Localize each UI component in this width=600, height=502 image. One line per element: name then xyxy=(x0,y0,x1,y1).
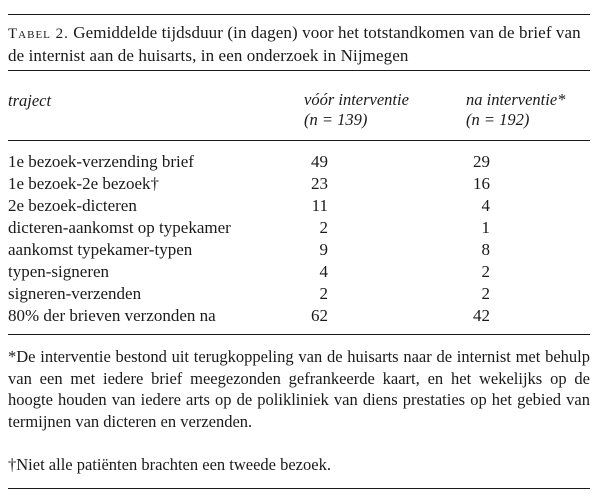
header-bottom-rule xyxy=(8,140,590,141)
row-voor-value: 2 xyxy=(319,284,328,303)
table-bottom-rule xyxy=(8,334,590,335)
row-traject: 1e bezoek-verzending brief xyxy=(8,152,194,171)
table-label: Tabel 2. xyxy=(8,26,69,42)
header-traject: traject xyxy=(8,91,52,110)
footnote-second-visit: †Niet alle patiënten brachten een tweede bezoek. xyxy=(8,455,331,474)
row-traject: dicteren-aankomst op typekamer xyxy=(8,218,231,237)
row-na-value: 16 xyxy=(473,174,490,193)
row-voor-value: 2 xyxy=(319,218,328,237)
header-voor-n: (n = 139) xyxy=(304,110,368,129)
row-traject: typen-signeren xyxy=(8,262,110,281)
caption-text: Gemiddelde tijdsduur (in dagen) voor het totstandkomen van de brief van de internist aan de huisarts, in een onderzoek in Nijmegen xyxy=(8,23,581,65)
row-traject: signeren-verzenden xyxy=(8,284,142,303)
row-na-value: 2 xyxy=(481,284,490,303)
row-traject: 1e bezoek-2e bezoek† xyxy=(8,174,160,193)
row-voor-value: 23 xyxy=(311,174,328,193)
row-na-value: 8 xyxy=(481,240,490,259)
row-na-value: 42 xyxy=(473,306,490,325)
header-na-interventie: na interventie* xyxy=(466,90,566,109)
row-na-value: 29 xyxy=(473,152,490,171)
row-voor-value: 4 xyxy=(319,262,328,281)
row-traject: aankomst typekamer-typen xyxy=(8,240,193,259)
header-voor-interventie: vóór interventie xyxy=(304,90,409,109)
row-traject: 80% der brieven verzonden na xyxy=(8,306,216,325)
row-na-value: 1 xyxy=(481,218,490,237)
row-voor-value: 9 xyxy=(319,240,328,259)
bottom-rule xyxy=(8,488,590,489)
footnote-intervention: *De interventie bestond uit terugkoppeling van de huisarts naar de internist met behulp van een met iedere brief meegezonden gefrankeerde kaart, en het wekelijks op de hoogte houden van iedere arts op de polikliniek van diens prestaties op het gebied van termijnen van dicteren en verzenden. xyxy=(8,347,590,431)
row-voor-value: 11 xyxy=(311,196,328,215)
row-na-value: 4 xyxy=(481,196,490,215)
row-voor-value: 62 xyxy=(311,306,328,325)
document-page xyxy=(8,0,590,502)
header-na-n: (n = 192) xyxy=(466,110,530,129)
row-voor-value: 49 xyxy=(311,152,328,171)
row-na-value: 2 xyxy=(481,262,490,281)
top-rule xyxy=(8,14,590,15)
table-caption xyxy=(8,22,590,67)
header-top-rule xyxy=(8,70,590,71)
row-traject: 2e bezoek-dicteren xyxy=(8,196,137,215)
